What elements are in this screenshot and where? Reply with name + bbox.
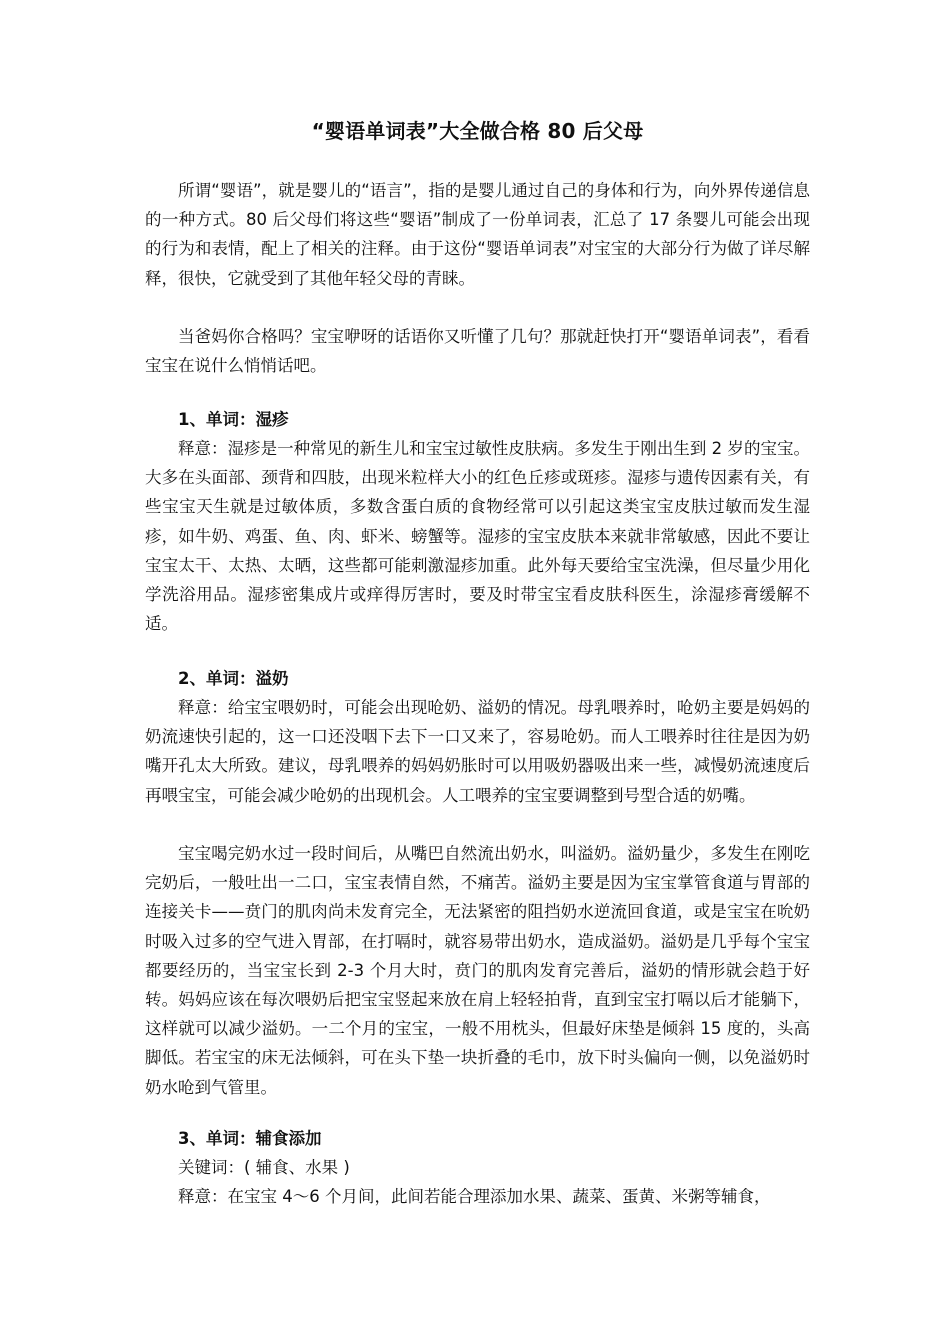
document-title: “婴语单词表”大全做合格 80 后父母 bbox=[311, 119, 644, 143]
intro-paragraph-1: 所谓“婴语”，就是婴儿的“语言”，指的是婴儿通过自己的身体和行为，向外界传递信息的一种方式。80 后父母们将这些“婴语”制成了一份单词表，汇总了 17 条婴儿可能会出现的行为和表情，配上了相关的注释。由于这份“婴语单词表”对宝宝的大部分行为做了详尽解释，很快，它就受到了其他年轻父母的青睐。 bbox=[145, 181, 810, 288]
section-heading-spit-up: 2、单词：溢奶 bbox=[178, 669, 289, 688]
section-complementary-food-paragraph: 释意：在宝宝 4～6 个月间，此间若能合理添加水果、蔬菜、蛋黄、米粥等辅食， bbox=[178, 1187, 771, 1206]
intro-paragraph-2: 当爸妈你合格吗？宝宝咿呀的话语你又听懂了几句？那就赶快打开“婴语单词表”，看看宝宝在说什么悄悄话吧。 bbox=[145, 327, 810, 376]
section-complementary-food-keywords: 关键词：( 辅食、水果 ) bbox=[178, 1158, 350, 1177]
section-spit-up-paragraph-2: 宝宝喝完奶水过一段时间后，从嘴巴自然流出奶水，叫溢奶。溢奶量少，多发生在刚吃完奶后，一般吐出一二口，宝宝表情自然，不痛苦。溢奶主要是因为宝宝掌管食道与胃部的连接关卡——贲门的肌肉尚未发育完全，无法紧密的阻挡奶水逆流回食道，或是宝宝在吮奶时吸入过多的空气进入胃部，在打嗝时，就容易带出奶水，造成溢奶。溢奶是几乎每个宝宝都要经历的，当宝宝长到 2-3 个月大时，贲门的肌肉发育完善后，溢奶的情形就会趋于好转。妈妈应该在每次喂奶后把宝宝竖起来放在肩上轻轻拍背，直到宝宝打嗝以后才能躺下，这样就可以减少溢奶。一二个月的宝宝，一般不用枕头，但最好床垫是倾斜 15 度的，头高脚低。若宝宝的床无法倾斜，可在头下垫一块折叠的毛巾，放下时头偏向一侧，以免溢奶时奶水呛到气管里。 bbox=[145, 844, 810, 1097]
section-eczema-paragraph: 释意：湿疹是一种常见的新生儿和宝宝过敏性皮肤病。多发生于刚出生到 2 岁的宝宝。大多在头面部、颈背和四肢，出现米粒样大小的红色丘疹或斑疹。湿疹与遗传因素有关，有些宝宝天生就是过敏体质，多数含蛋白质的食物经常可以引起这类宝宝皮肤过敏而发生湿疹，如牛奶、鸡蛋、鱼、肉、虾米、螃蟹等。湿疹的宝宝皮肤本来就非常敏感，因此不要让宝宝太干、太热、太晒，这些都可能刺激湿疹加重。此外每天要给宝宝洗澡，但尽量少用化学洗浴用品。湿疹密集成片或痒得厉害时，要及时带宝宝看皮肤科医生，涂湿疹膏缓解不适。 bbox=[145, 439, 810, 634]
section-heading-complementary-food: 3、单词：辅食添加 bbox=[178, 1129, 322, 1148]
section-spit-up-paragraph-1: 释意：给宝宝喂奶时，可能会出现呛奶、溢奶的情况。母乳喂养时，呛奶主要是妈妈的奶流速快引起的，这一口还没咽下去下一口又来了，容易呛奶。而人工喂养时往往是因为奶嘴开孔太大所致。建议，母乳喂养的妈妈奶胀时可以用吸奶器吸出来一些，减慢奶流速度后再喂宝宝，可能会减少呛奶的出现机会。人工喂养的宝宝要调整到号型合适的奶嘴。 bbox=[145, 698, 810, 805]
section-heading-eczema: 1、单词：湿疹 bbox=[178, 410, 289, 429]
